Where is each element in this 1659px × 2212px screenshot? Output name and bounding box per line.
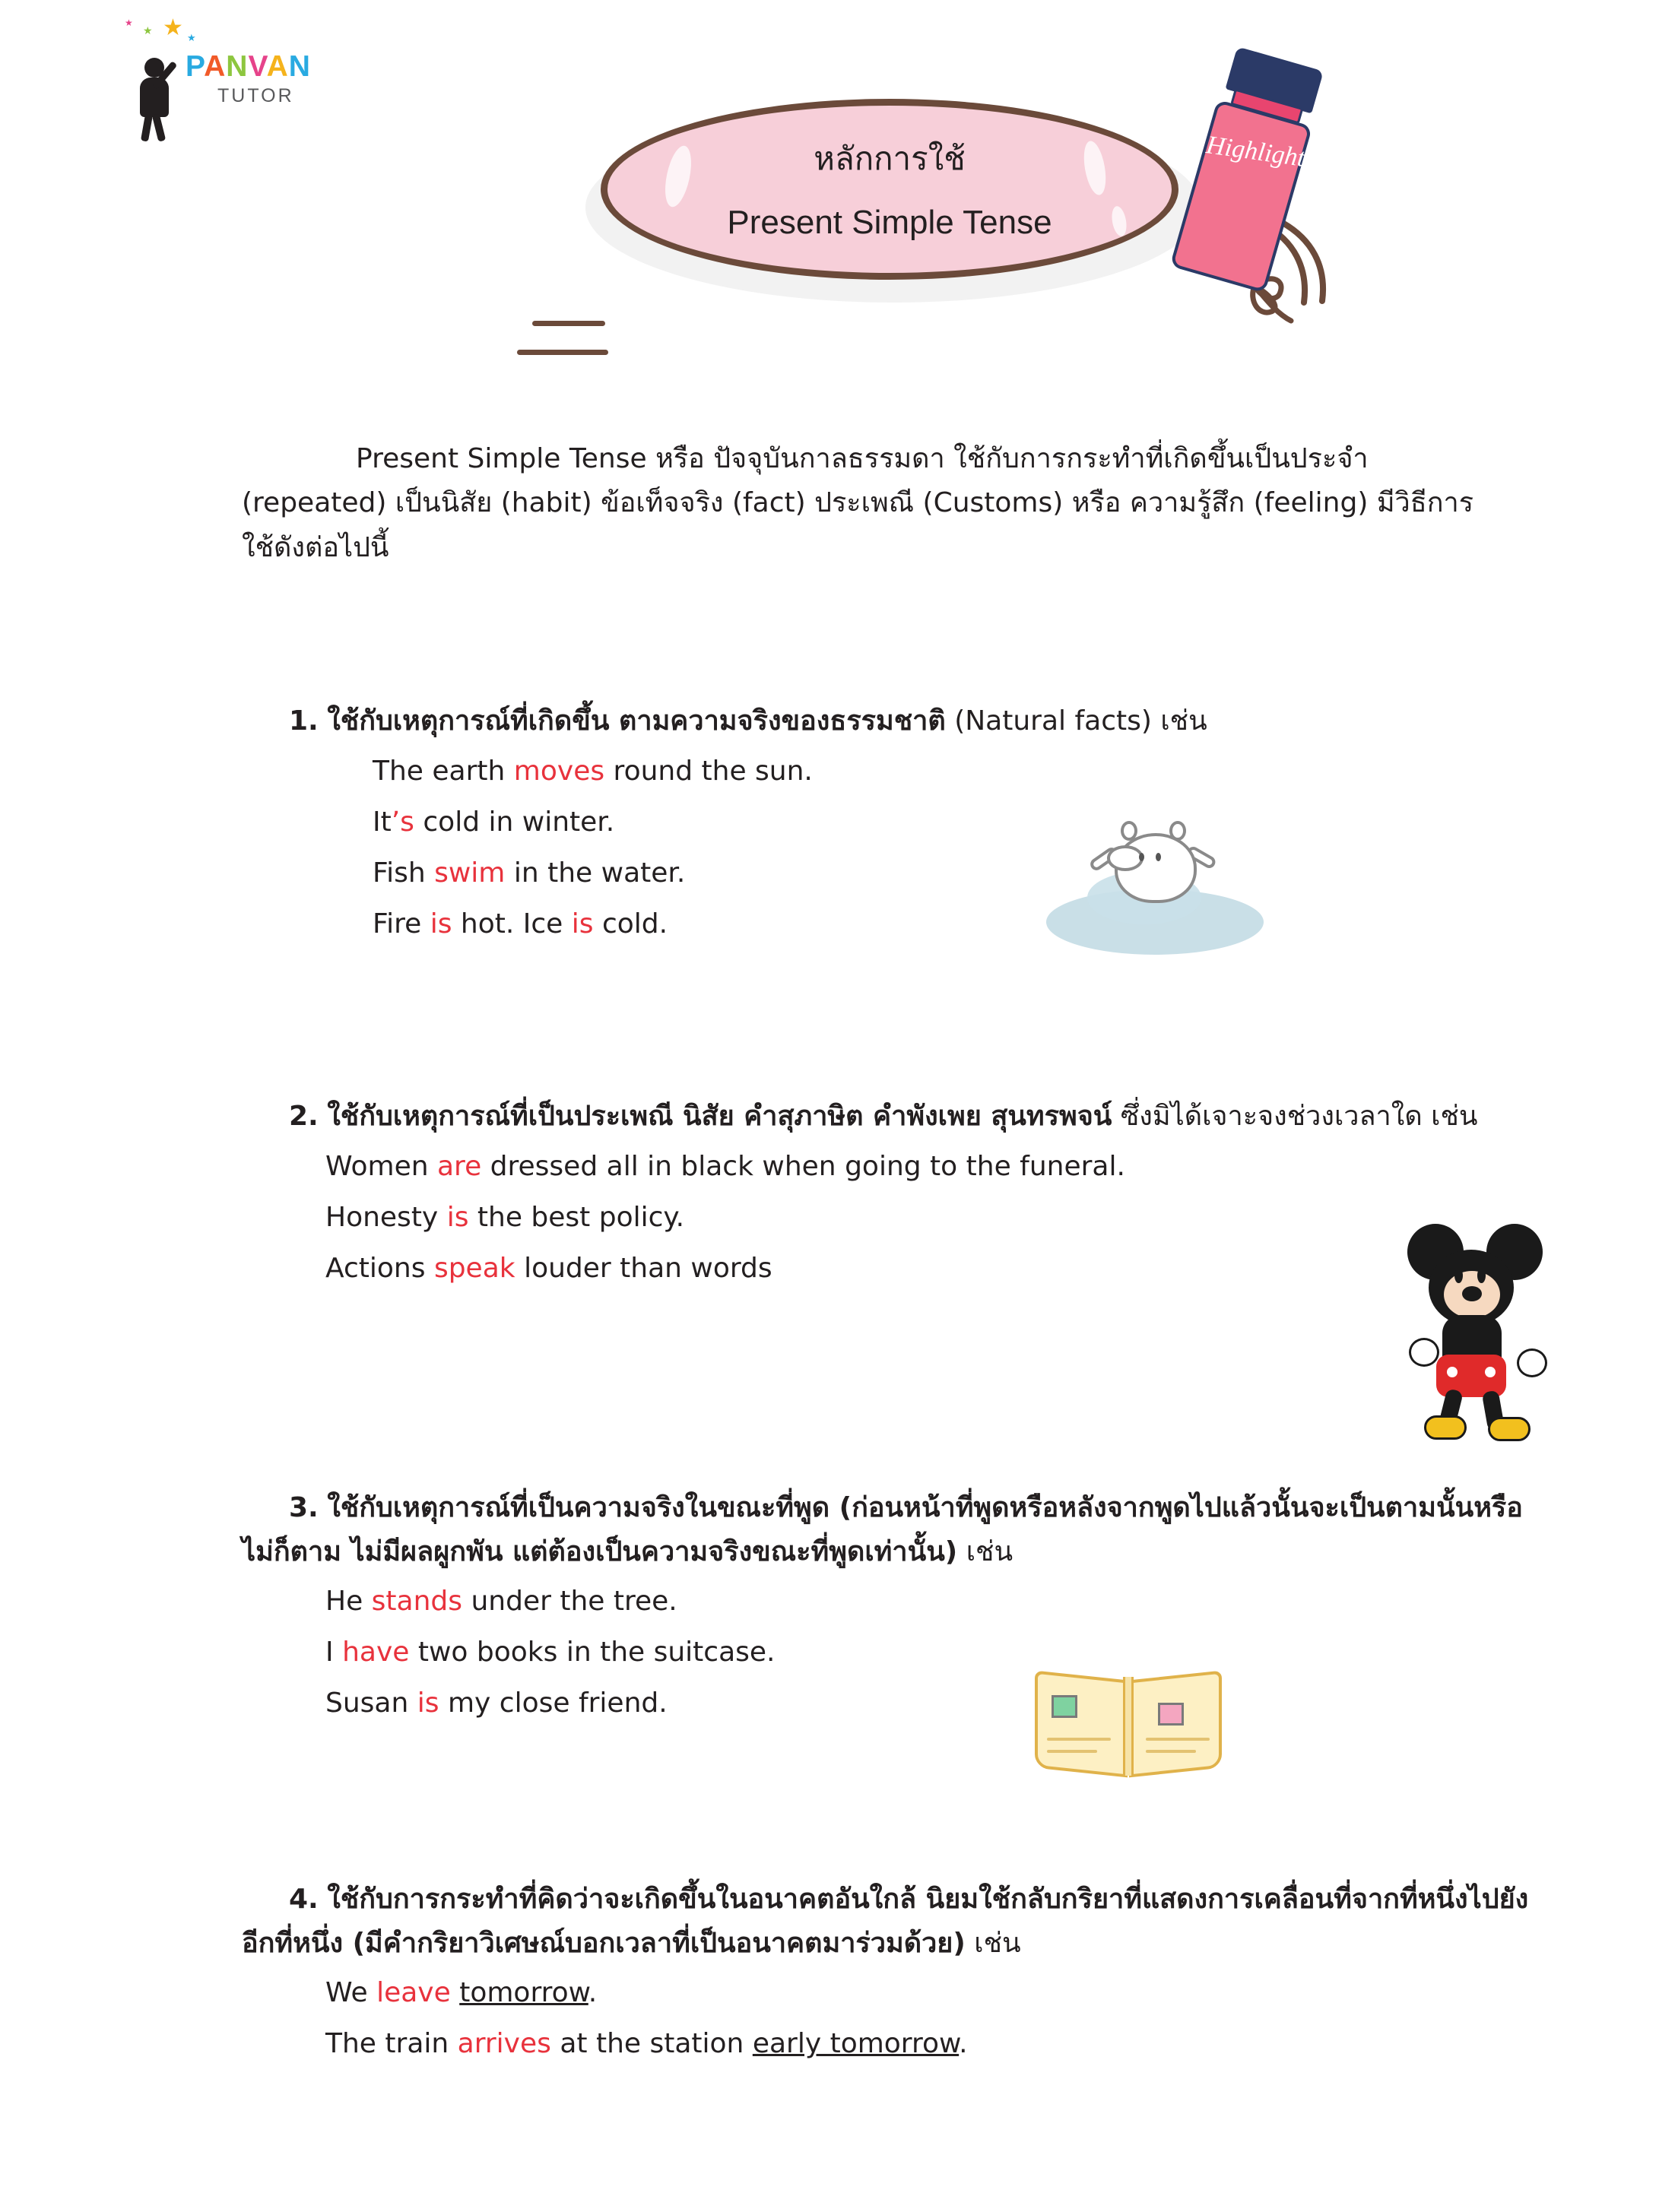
example-sentence: Honesty is the best policy. [325,1201,685,1233]
logo-letter-3: N [226,50,249,83]
example-sentence: Actions speak louder than words [325,1252,772,1284]
rule-heading-rest-4: เช่น [965,1927,1021,1959]
example-sentence: He stands under the tree. [325,1586,677,1618]
title-line-thai: หลักการใช้ [814,141,966,176]
logo-wordmark [186,50,311,84]
rule-number-1: 1. [289,705,319,737]
rule-heading-3 [242,1486,1534,1573]
rule-item-2 [242,1095,1534,1302]
rule-item-4 [242,1878,1534,2077]
rule-examples-1 [373,754,1581,941]
rule-heading-rest-2: ซึ่งมิได้เจาะจงช่วงเวลาใด เช่น [1112,1101,1478,1132]
rule-heading-bold-2: ใช้กับเหตุการณ์ที่เป็นประเพณี นิสัย คำสุภาษิต คำพังเพย สุนทรพจน์ [327,1101,1112,1132]
logo-letter-6: N [288,50,311,83]
logo-subtitle: TUTOR [217,85,294,106]
rule-number-3: 3. [289,1492,319,1523]
star-icon-small-pink: ★ [125,17,133,28]
logo-letter-2: A [204,50,227,83]
logo-letter-5: A [266,50,289,83]
bubble-dash-1 [532,321,605,326]
panvan-tutor-logo [120,14,363,135]
example-sentence: Fish swim in the water. [373,857,686,889]
title-text [601,134,1178,242]
rule-examples-2 [325,1149,1534,1285]
example-sentence: It’s cold in winter. [373,806,615,838]
example-sentence: The train arrives at the station early tomorrow. [325,2028,968,2060]
rule-examples-3 [325,1584,1534,1720]
rule-item-3 [242,1486,1534,1737]
star-icon: ★ [163,14,183,41]
rule-heading-rest-1: (Natural facts) เช่น [945,705,1207,737]
mickey-mouse-illustration [1403,1224,1608,1444]
rule-number-2: 2. [289,1101,319,1132]
logo-person-icon [128,35,181,126]
intro-text: Present Simple Tense หรือ ปัจจุบันกาลธรรมดา ใช้กับการกระทำที่เกิดขึ้นเป็นประจำ (repeated) เป็นนิสัย (habit) ข้อเท็จจริง (fact) ประเพณี (Customs) หรือ ความรู้สึก (feeling) มีวิธีการใช้ดังต่อไปนี้ [242,443,1474,563]
rule-heading-bold-3: ใช้กับเหตุการณ์ที่เป็นความจริงในขณะที่พูด (ก่อนหน้าที่พูดหรือหลังจากพูดไปแล้วนั้นจะเป็นตามนั้นหรือไม่ก็ตาม ไม่มีผลผูกพัน แต่ต้องเป็นความจริงขณะที่พูดเท่านั้น) [242,1492,1523,1567]
rule-heading-4 [242,1878,1534,1965]
rule-heading-1 [289,699,1581,743]
example-sentence: We leave tomorrow. [325,1977,598,2009]
star-icon-small-blue: ★ [187,33,196,44]
logo-letter-1: P [186,50,205,83]
rule-heading-2 [242,1095,1534,1139]
example-sentence: I have two books in the suitcase. [325,1637,776,1669]
logo-letter-4: V [248,50,267,83]
bubble-dash-2 [517,350,608,355]
open-book-illustration [1030,1665,1236,1794]
example-sentence: The earth moves round the sun. [373,755,813,787]
rule-heading-rest-3: เช่น [957,1535,1013,1567]
highlighter-label: Highlight [1204,131,1307,173]
star-icon-small-green: ★ [143,25,153,37]
rule-heading-bold-4: ใช้กับการกระทำที่คิดว่าจะเกิดขึ้นในอนาคตอันใกล้ นิยมใช้กลับกริยาที่แสดงการเคลื่อนที่จากที่หนึ่งไปยังอีกที่หนึ่ง (มีคำกริยาวิเศษณ์บอกเวลาที่เป็นอนาคตมาร่วมด้วย) [242,1884,1529,1959]
title-line-english: Present Simple Tense [727,204,1052,241]
rule-number-4: 4. [289,1884,319,1915]
rule-examples-4 [325,1976,1534,2061]
rule-heading-bold-1: ใช้กับเหตุการณ์ที่เกิดขึ้น ตามความจริงของธรรมชาติ [327,705,946,737]
example-sentence: Susan is my close friend. [325,1688,668,1719]
example-sentence: Women are dressed all in black when going to the funeral. [325,1150,1125,1182]
rule-item-1 [289,699,1581,958]
intro-paragraph [242,437,1504,570]
example-sentence: Fire is hot. Ice is cold. [373,908,668,940]
moomin-on-cloud-illustration [1042,806,1270,973]
